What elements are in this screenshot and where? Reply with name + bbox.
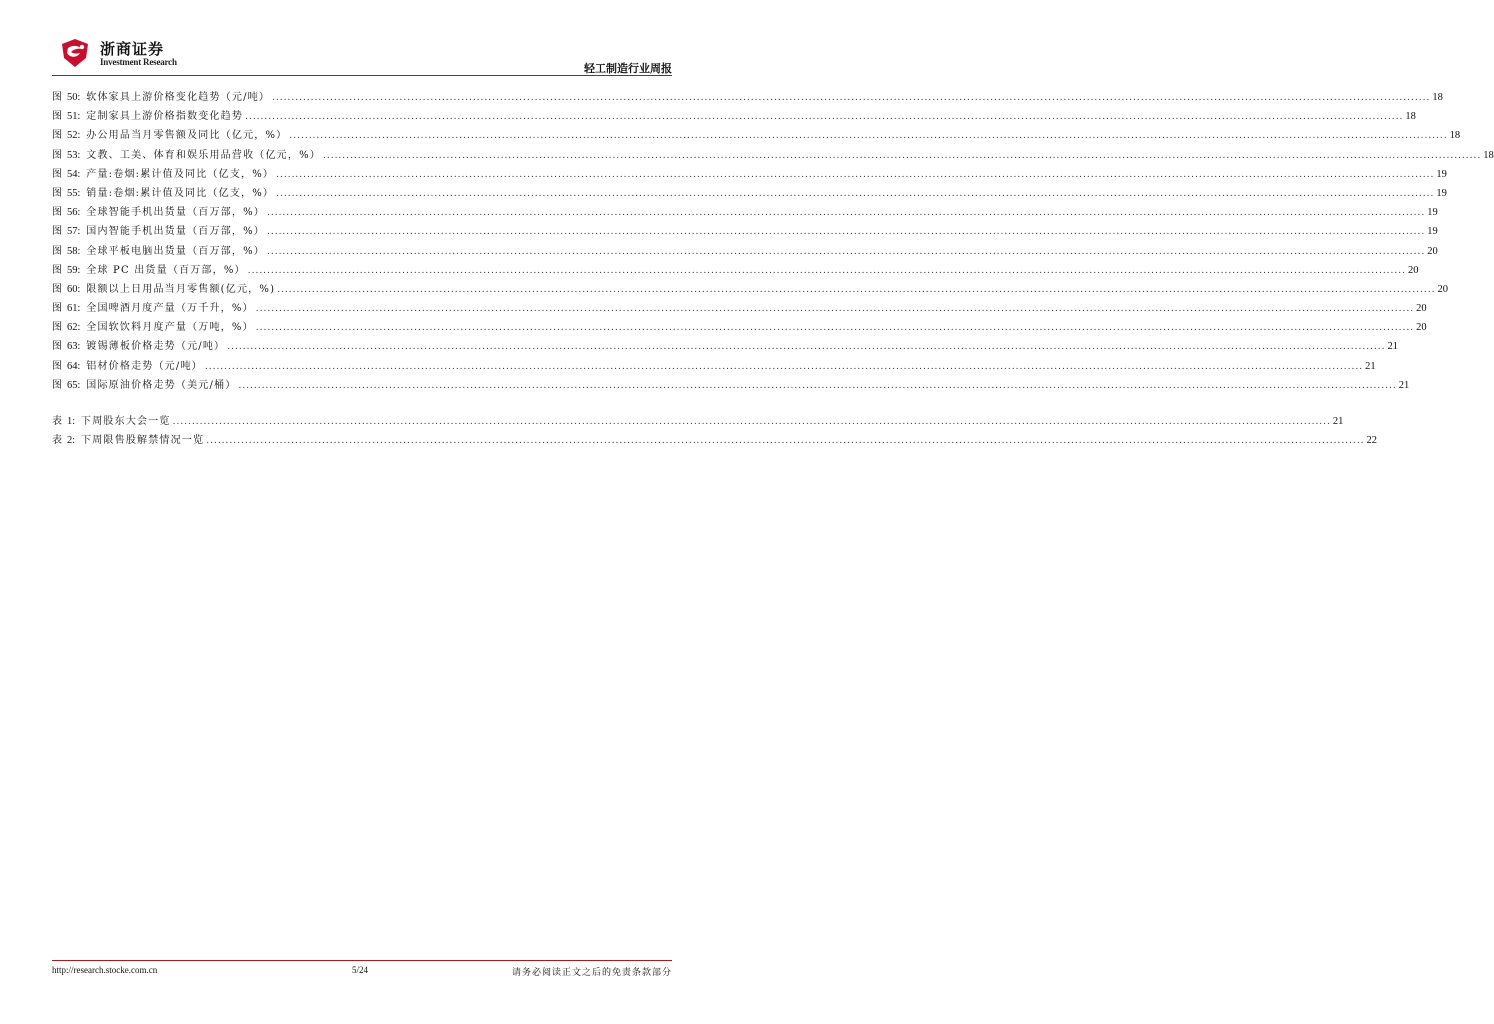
toc-leader-dots: ............................................................................................................................................................................................................................................................................................................ bbox=[245, 112, 1404, 123]
toc-entry-prefix: 图 bbox=[52, 322, 63, 334]
toc-entry-prefix: 图 bbox=[52, 168, 63, 180]
toc-entry-prefix: 图 bbox=[52, 283, 63, 295]
toc-entry-number: 59 bbox=[67, 264, 78, 276]
toc-entry-number: 52 bbox=[67, 130, 78, 142]
toc-entry-label: 产量:卷烟:累计值及同比（亿支，%） bbox=[86, 168, 275, 180]
toc-entry-number: 53 bbox=[67, 149, 78, 161]
toc-entry-page: 21 bbox=[1398, 379, 1410, 391]
toc-entry-prefix: 图 bbox=[52, 360, 63, 372]
toc-leader-dots: ............................................................................................................................................................................................................................................................................................................ bbox=[276, 169, 1435, 180]
toc-entry-colon: : bbox=[77, 245, 81, 257]
toc-entry-number: 56 bbox=[67, 207, 78, 219]
toc-entry-colon: : bbox=[77, 187, 81, 199]
toc-entry[interactable] bbox=[52, 222, 1438, 241]
toc-entry-page: 21 bbox=[1332, 416, 1344, 427]
toc-leader-dots: ............................................................................................................................................................................................................................................................................................................ bbox=[276, 188, 1435, 199]
toc-entry-colon: : bbox=[77, 264, 81, 276]
toc-entry[interactable] bbox=[52, 165, 1447, 184]
toc-entry-label: 国内智能手机出货量（百万部，%） bbox=[86, 226, 265, 238]
toc-entry-label: 定制家具上游价格指数变化趋势 bbox=[86, 111, 244, 123]
toc-entry-prefix: 表 bbox=[52, 416, 63, 427]
toc-entry[interactable] bbox=[52, 88, 1443, 107]
toc-entry-number: 2 bbox=[67, 435, 73, 447]
toc-entry-prefix: 图 bbox=[52, 92, 63, 103]
toc-entry-number: 50 bbox=[67, 92, 78, 103]
toc-entry-number: 61 bbox=[67, 303, 78, 315]
toc-entry-page: 20 bbox=[1416, 303, 1427, 315]
toc-entry-prefix: 图 bbox=[52, 303, 63, 315]
toc-leader-dots: ............................................................................................................................................................................................................................................................................................................ bbox=[289, 131, 1448, 142]
toc-entry-number: 55 bbox=[67, 187, 78, 199]
toc-entry-label: 下周限售股解禁情况一览 bbox=[81, 435, 205, 447]
toc-entry[interactable] bbox=[52, 431, 1377, 450]
toc-entry[interactable] bbox=[52, 412, 1344, 431]
toc-entry-page: 20 bbox=[1427, 245, 1438, 257]
toc-entry-colon: : bbox=[77, 226, 81, 238]
toc-entry-number: 1 bbox=[67, 416, 73, 427]
toc-entry-page: 19 bbox=[1436, 168, 1447, 180]
toc-entry-label: 全国软饮料月度产量（万吨，%） bbox=[86, 322, 254, 334]
toc-entry-number: 54 bbox=[67, 168, 78, 180]
toc-entry-prefix: 图 bbox=[52, 226, 63, 238]
toc-entry-number: 63 bbox=[67, 341, 78, 353]
header-divider bbox=[52, 75, 672, 76]
toc-entry-colon: : bbox=[77, 168, 81, 180]
toc-entry-page: 22 bbox=[1366, 435, 1377, 447]
toc-entry[interactable] bbox=[52, 357, 1376, 376]
toc-entry-label: 办公用品当月零售额及同比（亿元，%） bbox=[86, 130, 288, 142]
toc-entry-prefix: 图 bbox=[52, 130, 63, 142]
footer-divider bbox=[52, 960, 672, 961]
toc-leader-dots: ............................................................................................................................................................................................................................................................................................................ bbox=[172, 417, 1331, 427]
toc-entry[interactable] bbox=[52, 280, 1448, 299]
logo-text-en: Investment Research bbox=[100, 57, 177, 67]
toc-entry-page: 20 bbox=[1416, 322, 1427, 334]
toc-entry-page: 21 bbox=[1387, 341, 1399, 353]
figure-list bbox=[52, 88, 1494, 395]
toc-leader-dots: ............................................................................................................................................................................................................................................................................................................ bbox=[266, 208, 1426, 219]
toc-entry-label: 铝材价格走势（元/吨） bbox=[86, 360, 203, 372]
page-footer bbox=[52, 965, 672, 981]
toc-entry-number: 57 bbox=[67, 226, 78, 238]
table-list bbox=[52, 412, 1377, 450]
toc-entry[interactable] bbox=[52, 184, 1447, 203]
toc-entry-page: 18 bbox=[1405, 111, 1416, 123]
toc-entry-number: 60 bbox=[67, 283, 78, 295]
toc-entry-prefix: 表 bbox=[52, 435, 63, 447]
disclaimer-note: 请务必阅读正文之后的免责条款部分 bbox=[511, 968, 672, 978]
toc-entry[interactable] bbox=[52, 242, 1438, 261]
toc-entry-number: 64 bbox=[67, 360, 78, 372]
toc-entry-label: 销量:卷烟:累计值及同比（亿支，%） bbox=[86, 187, 275, 199]
toc-entry[interactable] bbox=[52, 299, 1427, 318]
toc-entry-colon: : bbox=[77, 130, 81, 142]
toc-leader-dots: ............................................................................................................................................................................................................................................................................................................ bbox=[255, 323, 1415, 334]
toc-entry-number: 51 bbox=[67, 111, 78, 123]
toc-leader-dots: ............................................................................................................................................................................................................................................................................................................ bbox=[204, 361, 1364, 372]
toc-entry-colon: : bbox=[77, 322, 81, 334]
toc-entry-label: 镀锡薄板价格走势（元/吨） bbox=[86, 341, 226, 353]
toc-entry-page: 20 bbox=[1437, 283, 1448, 295]
toc-leader-dots: ............................................................................................................................................................................................................................................................................................................ bbox=[227, 342, 1386, 353]
toc-entry[interactable] bbox=[52, 376, 1410, 395]
toc-entry-page: 19 bbox=[1427, 207, 1438, 219]
toc-entry[interactable] bbox=[52, 203, 1438, 222]
toc-entry-colon: : bbox=[77, 360, 81, 372]
toc-entry[interactable] bbox=[52, 146, 1494, 165]
toc-entry-colon: : bbox=[77, 379, 81, 391]
table-of-contents bbox=[52, 88, 1494, 450]
report-title: 轻工制造行业周报 bbox=[584, 62, 672, 75]
toc-leader-dots: ............................................................................................................................................................................................................................................................................................................ bbox=[206, 436, 1365, 447]
page-number: 5/24 bbox=[352, 965, 369, 975]
logo-text-cn: 浙商证券 bbox=[100, 40, 165, 58]
toc-leader-dots: ............................................................................................................................................................................................................................................................................................................ bbox=[238, 380, 1397, 391]
page-header bbox=[52, 34, 672, 78]
toc-entry-label: 文教、工美、体育和娱乐用品营收（亿元，%） bbox=[86, 149, 321, 161]
toc-leader-dots: ............................................................................................................................................................................................................................................................................................................ bbox=[272, 93, 1431, 103]
toc-entry-page: 19 bbox=[1436, 187, 1447, 199]
toc-entry-label: 全球 PC 出货量（百万部，%） bbox=[86, 264, 246, 276]
toc-entry-colon: : bbox=[77, 341, 81, 353]
toc-entry-page: 19 bbox=[1427, 226, 1438, 238]
toc-entry-prefix: 图 bbox=[52, 111, 63, 123]
toc-entry-colon: : bbox=[77, 92, 81, 103]
toc-entry-prefix: 图 bbox=[52, 187, 63, 199]
list-separator bbox=[52, 395, 672, 412]
toc-entry[interactable] bbox=[52, 107, 1416, 126]
toc-entry-page: 18 bbox=[1449, 130, 1461, 142]
toc-entry-prefix: 图 bbox=[52, 207, 63, 219]
toc-leader-dots: ............................................................................................................................................................................................................................................................................................................ bbox=[255, 304, 1415, 315]
toc-entry-colon: : bbox=[77, 283, 81, 295]
toc-entry-prefix: 图 bbox=[52, 379, 63, 391]
toc-entry[interactable] bbox=[52, 318, 1427, 337]
toc-entry-colon: : bbox=[77, 111, 81, 123]
toc-entry-label: 国际原油价格走势（美元/桶） bbox=[86, 379, 237, 391]
toc-entry[interactable] bbox=[52, 337, 1399, 356]
toc-entry-colon: : bbox=[72, 435, 76, 447]
toc-entry-colon: : bbox=[72, 416, 76, 427]
toc-leader-dots: ............................................................................................................................................................................................................................................................................................................ bbox=[266, 227, 1426, 238]
toc-leader-dots: ............................................................................................................................................................................................................................................................................................................ bbox=[277, 284, 1436, 295]
toc-entry-colon: : bbox=[77, 207, 81, 219]
toc-leader-dots: ............................................................................................................................................................................................................................................................................................................ bbox=[247, 265, 1406, 276]
logo-icon bbox=[58, 38, 92, 68]
toc-entry-label: 全球智能手机出货量（百万部，%） bbox=[86, 207, 265, 219]
toc-entry-label: 下周股东大会一览 bbox=[81, 416, 171, 427]
toc-entry-page: 20 bbox=[1408, 264, 1419, 276]
toc-entry-label: 限额以上日用品当月零售额(亿元，%) bbox=[86, 283, 276, 295]
toc-entry[interactable] bbox=[52, 261, 1419, 280]
footer-url-link[interactable]: http://research.stocke.com.cn bbox=[52, 965, 158, 975]
toc-entry-prefix: 图 bbox=[52, 149, 63, 161]
toc-entry[interactable] bbox=[52, 126, 1461, 145]
toc-entry-page: 18 bbox=[1483, 149, 1494, 161]
toc-entry-page: 21 bbox=[1365, 360, 1376, 372]
toc-entry-page: 18 bbox=[1432, 92, 1443, 103]
toc-entry-prefix: 图 bbox=[52, 264, 63, 276]
toc-leader-dots: ............................................................................................................................................................................................................................................................................................................ bbox=[322, 150, 1482, 161]
toc-entry-prefix: 图 bbox=[52, 341, 63, 353]
toc-entry-colon: : bbox=[77, 149, 81, 161]
toc-entry-number: 65 bbox=[67, 379, 78, 391]
toc-entry-label: 全国啤酒月度产量（万千升，%） bbox=[86, 303, 254, 315]
toc-entry-prefix: 图 bbox=[52, 245, 63, 257]
toc-entry-number: 58 bbox=[67, 245, 78, 257]
toc-entry-number: 62 bbox=[67, 322, 78, 334]
toc-entry-colon: : bbox=[77, 303, 81, 315]
toc-entry-label: 软体家具上游价格变化趋势（元/吨） bbox=[86, 92, 271, 103]
toc-leader-dots: ............................................................................................................................................................................................................................................................................................................ bbox=[266, 246, 1426, 257]
toc-entry-label: 全球平板电脑出货量（百万部，%） bbox=[86, 245, 265, 257]
